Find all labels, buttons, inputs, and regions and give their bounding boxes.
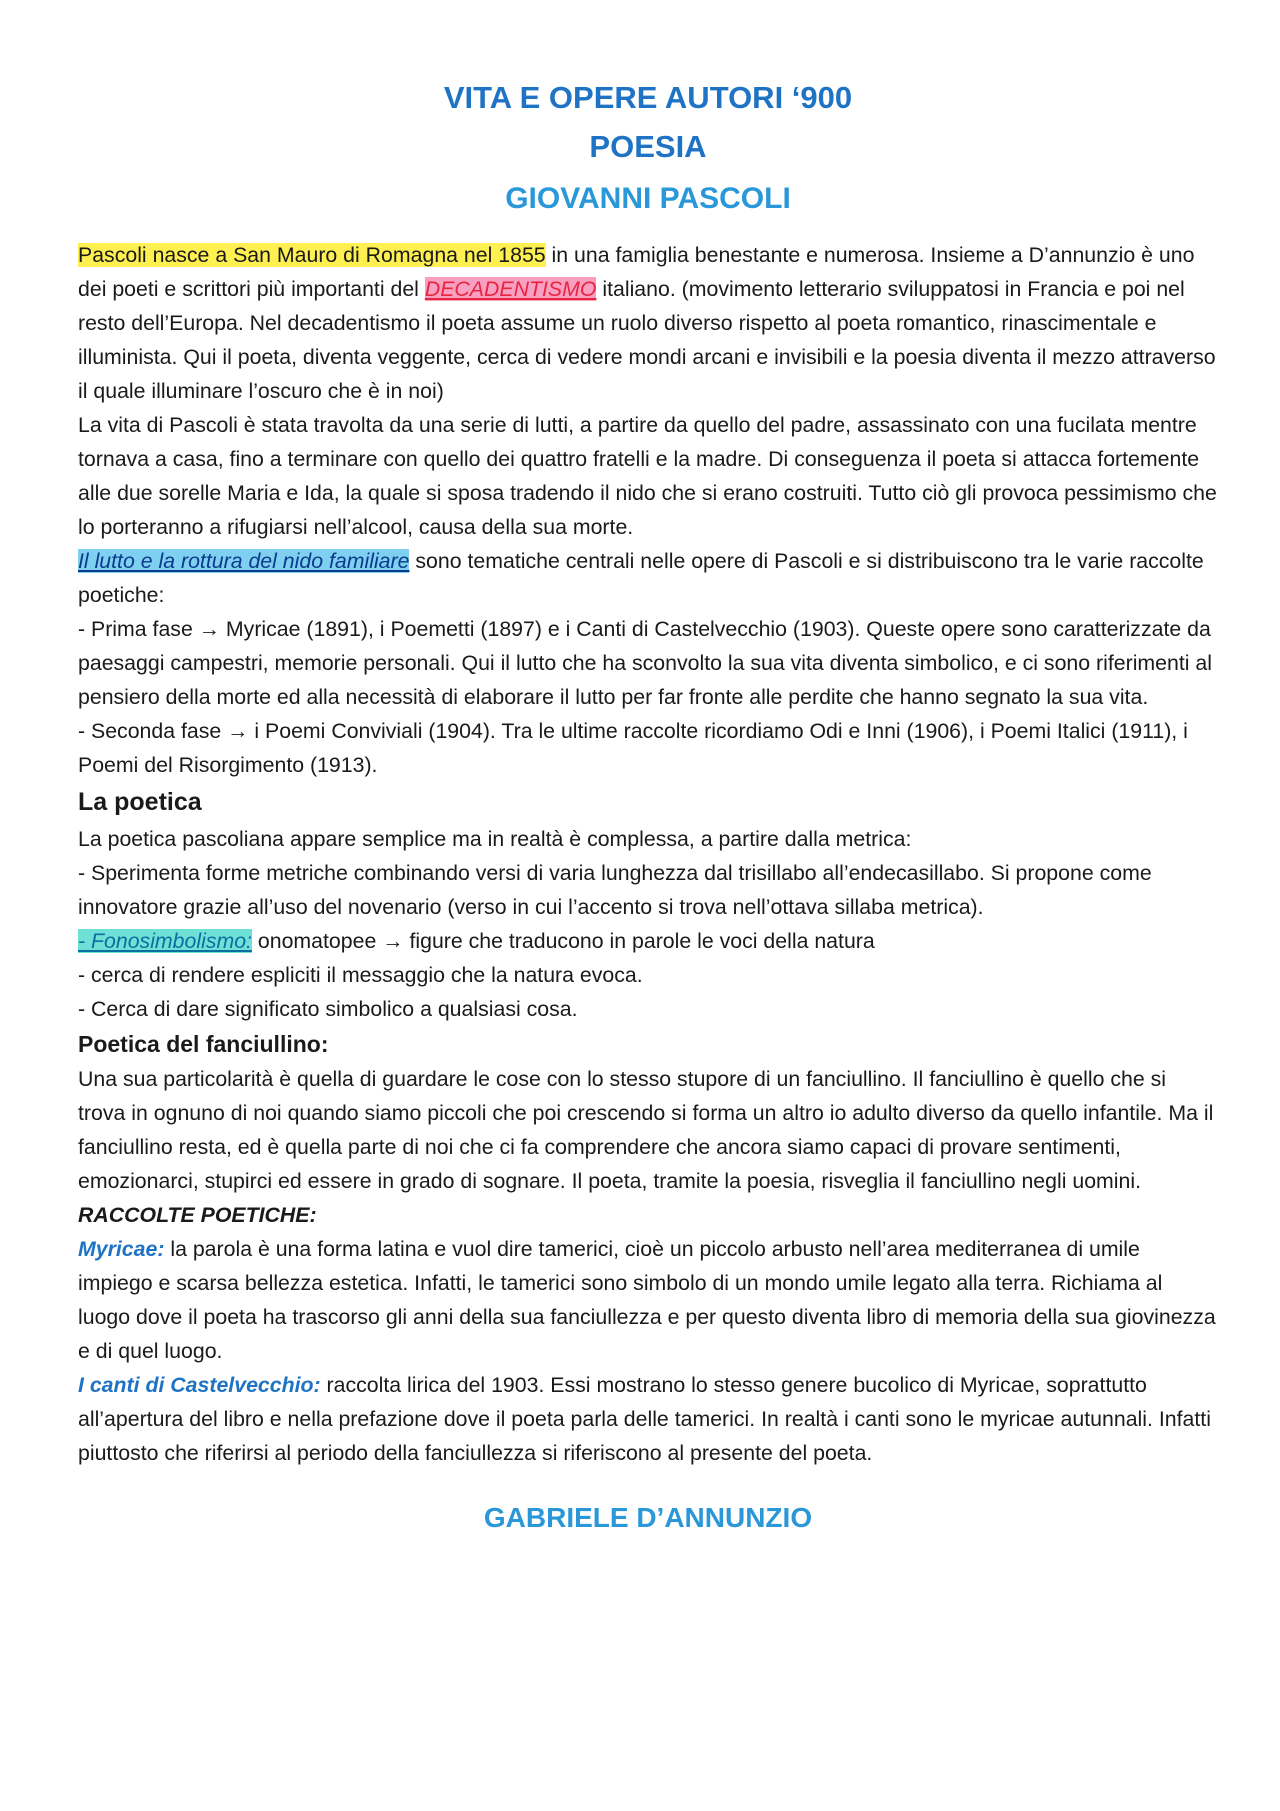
life-paragraph: La vita di Pascoli è stata travolta da una serie di lutti, a partire da quello del padre, assassinato con una fucilata mentre tornava a casa, fino a terminare con quello dei quattro fratelli e la madre. Di conseguenza il poeta si attacca fortemente alle due sorelle Maria e Ida, la quale si sposa tradendo il nido che si erano costruiti. Tutto ciò gli provoca pessimismo che lo porteranno a rifugiarsi nell’alcool, causa della sua morte. — [78, 413, 1217, 539]
myricae-paragraph — [78, 1232, 1218, 1368]
fanciullino-paragraph: Una sua particolarità è quella di guardare le cose con lo stesso stupore di un fanciullino. Il fanciullino è quello che si trova in ognuno di noi quando siamo piccoli che poi crescendo si forma un altro io adulto diverso da quello infantile. Ma il fanciullino resta, ed è quella parte di noi che ci fa comprendere che ancora siamo capaci di provare sentimenti, emozionarci, stupirci ed essere in grado di sognare. Il poeta, tramite la poesia, risveglia il fanciullino negli uomini. — [78, 1067, 1214, 1193]
raccolte-heading: RACCOLTE POETICHE: — [78, 1203, 317, 1227]
intro-text-1: in una famiglia benestante e numerosa. Insieme a D’annunzio è uno dei poeti e scrittori più importanti del — [78, 243, 1195, 301]
arrow-right-icon: → — [198, 617, 221, 641]
poetica-bullet-1: - cerca di rendere espliciti il messaggio che la natura evoca. — [78, 963, 643, 987]
document-body — [78, 80, 1218, 1559]
poetica-heading: La poetica — [78, 788, 202, 816]
canti-text: raccolta lirica del 1903. Essi mostrano lo stesso genere bucolico di Myricae, soprattutto all’apertura del libro e nella prefazione dove il poeta parla delle tamerici. In realtà i canti sono le myricae autunnali. Infatti piuttosto che riferirsi al periodo della fanciullezza si riferiscono al presente del poeta. — [78, 1373, 1211, 1465]
phase1-paragraph — [78, 612, 1218, 714]
decadentismo-term: DECADENTISMO — [424, 277, 597, 301]
metrica-paragraph: - Sperimenta forme metriche combinando versi di varia lunghezza dal trisillabo all’endecasillabo. Si propone come innovatore grazie all’uso del novenario (verso in cui l’accento si trova nell’ottava sillaba metrica). — [78, 861, 1152, 919]
canti-paragraph — [78, 1368, 1218, 1470]
myricae-term: Myricae: — [78, 1237, 165, 1261]
phase1-text: Myricae (1891), i Poemetti (1897) e i Canti di Castelvecchio (1903). Queste opere sono caratterizzate da paesaggi campestri, memorie personali. Qui il lutto che ha sconvolto la sua vita diventa simbolico, e ci sono riferimenti al pensiero della morte ed alla necessità di elaborare il lutto per far fronte alle perdite che hanno segnato la sua vita. — [78, 617, 1213, 709]
birth-highlight: Pascoli nasce a San Mauro di Romagna nel 1855 — [78, 243, 546, 267]
intro-paragraph — [78, 238, 1218, 408]
myricae-text: la parola è una forma latina e vuol dire tamerici, cioè un piccolo arbusto nell’area mediterranea di umile impiego e scarsa bellezza estetica. Infatti, le tamerici sono simbolo di un mondo umile legato alla terra. Richiama al luogo dove il poeta ha trascorso gli anni della sua fanciullezza e per questo diventa libro di memoria della sua giovinezza e di quel luogo. — [78, 1237, 1216, 1363]
arrow-right-icon: → — [382, 929, 404, 953]
fono-text-a: onomatopee — [251, 929, 383, 953]
canti-term: I canti di Castelvecchio: — [78, 1373, 321, 1397]
author-title-pascoli: GIOVANNI PASCOLI — [505, 182, 791, 215]
fonosimbolismo-paragraph — [78, 924, 1218, 958]
themes-highlight: Il lutto e la rottura del nido familiare — [78, 549, 410, 573]
intro-text-2: italiano. (movimento letterario sviluppatosi in Francia e poi nel resto dell’Europa. Nel decadentismo il poeta assume un ruolo diverso rispetto al poeta romantico, rinascimentale e illuminista. Qui il poeta, diventa veggente, cerca di vedere mondi arcani e invisibili e la poesia diventa il mezzo attraverso il quale illuminare l’oscuro che è in noi) — [78, 277, 1216, 403]
poetica-bullet-2: - Cerca di dare significato simbolico a qualsiasi cosa. — [78, 997, 578, 1021]
phase2-paragraph — [78, 714, 1218, 782]
author-title-dannunzio: GABRIELE D’ANNUNZIO — [483, 1502, 813, 1533]
fanciullino-heading: Poetica del fanciullino: — [78, 1031, 329, 1057]
phase2-prefix: - Seconda fase — [78, 719, 228, 743]
phase2-text: i Poemi Conviviali (1904). Tra le ultime raccolte ricordiamo Odi e Inni (1906), i Poemi Italici (1911), i Poemi del Risorgimento (1913). — [78, 719, 1188, 777]
phase1-prefix: - Prima fase — [78, 617, 199, 641]
pascoli-section — [78, 238, 1218, 1470]
main-title: VITA E OPERE AUTORI ‘900 — [443, 80, 853, 115]
themes-text: sono tematiche centrali nelle opere di Pascoli e si distribuiscono tra le varie raccolte poetiche: — [78, 549, 1204, 607]
fono-text-b: figure che traducono in parole le voci della natura — [403, 929, 875, 953]
poetica-intro: La poetica pascoliana appare semplice ma in realtà è complessa, a partire dalla metrica: — [78, 827, 912, 851]
themes-paragraph — [78, 544, 1218, 612]
section-title-poesia: POESIA — [589, 129, 707, 164]
fonosimbolismo-term: - Fonosimbolismo: — [78, 929, 252, 953]
arrow-right-icon: → — [227, 719, 249, 743]
